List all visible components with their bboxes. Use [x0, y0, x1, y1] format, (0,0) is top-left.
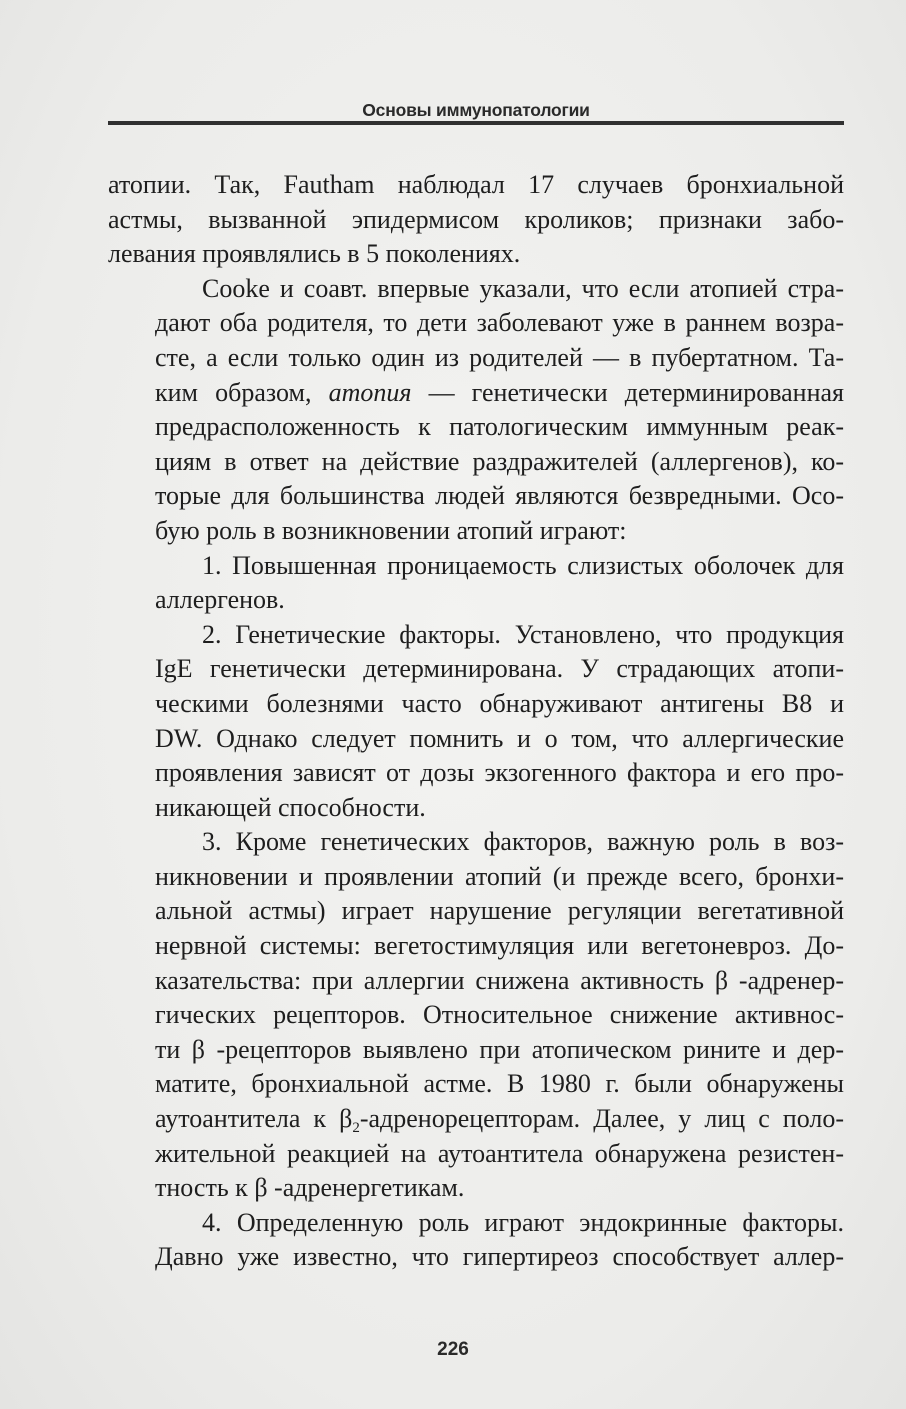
text-line: DW. Однако следует помнить и о том, что аллергические — [155, 723, 844, 753]
text-line: сте, а если только один из родителей — в пубертатном. Та- — [155, 342, 844, 372]
paragraph — [108, 168, 844, 272]
text-line: тность к β -адренергетикам. — [155, 1173, 465, 1203]
text-line: дают оба родителя, то дети заболевают уже в раннем возра- — [155, 308, 844, 338]
page-number: 226 — [437, 1339, 469, 1360]
text-line: циям в ответ на действие раздражителей (аллергенов), ко- — [155, 446, 844, 476]
subscript: 2 — [352, 1120, 360, 1137]
text-line: альной астмы) играет нарушение регуляции вегетативной — [155, 896, 844, 926]
text-line: торые для большинства людей являются безвредными. Осо- — [155, 481, 844, 511]
text-line: гических рецепторов. Относительное снижение активнос- — [155, 1000, 844, 1030]
paragraph — [108, 618, 844, 826]
text-line: атопии. Так, Fautham наблюдал 17 случаев бронхиальной — [108, 170, 844, 199]
text-line: аллергенов. — [155, 585, 285, 615]
text-line: 1. Повышенная проницаемость слизистых оболочек для — [202, 550, 844, 580]
text-fragment: аутоантитела к β — [155, 1104, 353, 1134]
text-line: никающей способности. — [155, 792, 426, 822]
text-line: предрасположенность к патологическим иммунным реак- — [155, 412, 844, 442]
running-header — [108, 98, 844, 126]
text-line: нервной системы: вегетостимуляция или вегетоневроз. До- — [155, 931, 844, 961]
text-line: матите, бронхиальной астме. В 1980 г. были обнаружены — [155, 1069, 844, 1099]
text-line: проявления зависят от дозы экзогенного фактора и его про- — [155, 758, 844, 788]
text-line: Давно уже известно, что гипертиреоз способствует аллер- — [155, 1242, 844, 1272]
text-line: казательства: при аллергии снижена активность β -адренер- — [155, 965, 844, 995]
text-line: 4. Определенную роль играют эндокринные факторы. — [202, 1207, 844, 1237]
body-text — [108, 168, 844, 1275]
text-line: ческими болезнями часто обнаруживают антигены B8 и — [155, 688, 844, 718]
paragraph — [108, 549, 844, 618]
header-rule — [108, 121, 844, 125]
paragraph — [108, 825, 844, 1206]
paragraph — [108, 272, 844, 549]
text-line: астмы, вызванной эпидермисом кроликов; признаки забо- — [108, 204, 844, 234]
text-line: ти β -рецепторов выявлено при атопическом рините и дер- — [155, 1034, 844, 1064]
text-line: Cooke и соавт. впервые указали, что если атопией стра- — [202, 273, 844, 303]
text-line: IgE генетически детерминирована. У страдающих атопи- — [155, 654, 844, 684]
running-header-title: Основы иммунопатологии — [362, 100, 590, 120]
text-line — [108, 376, 844, 411]
text-fragment: -адренорецепторам. Далее, у лиц с поло- — [359, 1104, 844, 1134]
text-line: левания проявлялись в 5 поколениях. — [108, 239, 521, 269]
text-line: никновении и проявлении атопий (и прежде всего, бронхи- — [155, 861, 844, 891]
italic-term: атопия — [328, 377, 412, 407]
text-fragment: ким образом, — [155, 377, 329, 407]
text-line: 2. Генетические факторы. Установлено, что продукция — [202, 619, 844, 649]
text-fragment: — генетически детерминированная — [411, 377, 845, 407]
text-line: жительной реакцией на аутоантитела обнаружена резистен- — [155, 1138, 844, 1168]
text-line: 3. Кроме генетических факторов, важную роль в воз- — [202, 827, 844, 857]
text-line — [108, 1102, 844, 1137]
paragraph — [108, 1206, 844, 1275]
text-line: бую роль в возникновении атопий играют: — [155, 515, 627, 545]
